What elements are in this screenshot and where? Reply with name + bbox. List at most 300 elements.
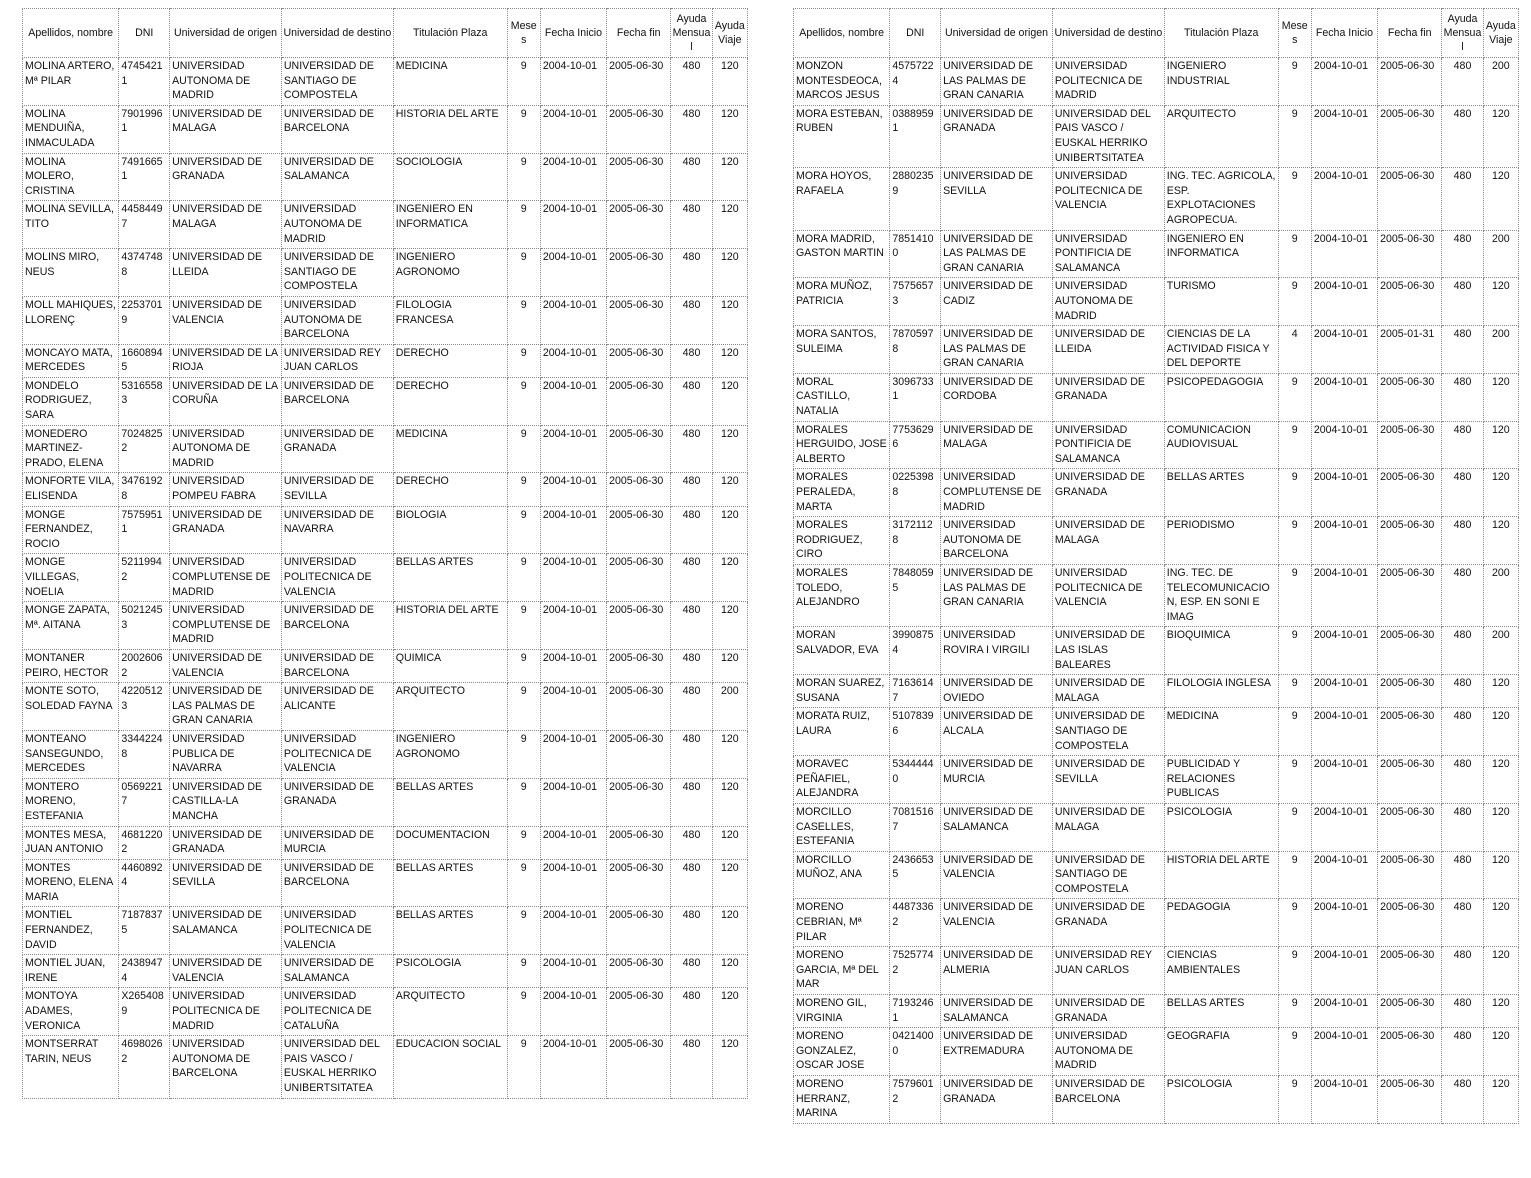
table-row	[794, 58, 1519, 106]
cell-apellidos-nombre: MOLINA ARTERO, Mª PILAR	[23, 58, 119, 106]
cell-meses: 9	[507, 105, 540, 153]
cell-dni: 75796012	[890, 1076, 941, 1124]
cell-meses: 9	[507, 153, 540, 201]
header-titulacion-plaza: Titulación Plaza	[393, 9, 507, 58]
cell-dni: 16608945	[119, 344, 170, 377]
cell-fecha-fin: 2005-06-30	[1378, 1076, 1442, 1124]
cell-meses: 9	[1278, 105, 1311, 167]
cell-ayuda-mensual: 480	[1442, 708, 1483, 756]
cell-fecha-inicio: 2004-10-01	[1311, 326, 1377, 374]
cell-titulacion-plaza: MEDICINA	[393, 425, 507, 473]
cell-fecha-fin: 2005-06-30	[1378, 675, 1442, 708]
cell-titulacion-plaza: BELLAS ARTES	[393, 859, 507, 907]
cell-dni: 79019961	[119, 105, 170, 153]
table-row	[794, 421, 1519, 469]
cell-universidad-origen: UNIVERSIDAD DE MURCIA	[941, 756, 1053, 804]
cell-fecha-inicio: 2004-10-01	[540, 859, 606, 907]
cell-titulacion-plaza: BELLAS ARTES	[393, 554, 507, 602]
cell-universidad-destino: UNIVERSIDAD REY JUAN CARLOS	[1052, 947, 1164, 995]
cell-universidad-origen: UNIVERSIDAD DE GRANADA	[170, 826, 282, 859]
cell-ayuda-viaje: 200	[1483, 58, 1518, 106]
cell-universidad-origen: UNIVERSIDAD DE VALENCIA	[941, 851, 1053, 899]
cell-dni: 47454211	[119, 58, 170, 106]
table-row	[23, 249, 748, 297]
cell-ayuda-mensual: 480	[1442, 1076, 1483, 1124]
cell-ayuda-mensual: 480	[671, 778, 712, 826]
cell-universidad-origen: UNIVERSIDAD DE LLEIDA	[170, 249, 282, 297]
cell-universidad-destino: UNIVERSIDAD DE MALAGA	[1052, 675, 1164, 708]
cell-ayuda-mensual: 480	[1442, 756, 1483, 804]
cell-fecha-inicio: 2004-10-01	[540, 826, 606, 859]
cell-fecha-inicio: 2004-10-01	[1311, 947, 1377, 995]
cell-fecha-fin: 2005-06-30	[1378, 1028, 1442, 1076]
cell-apellidos-nombre: MORAVEC PEÑAFIEL, ALEJANDRA	[794, 756, 890, 804]
cell-dni: 78514100	[890, 230, 941, 278]
cell-titulacion-plaza: PSICOLOGIA	[1164, 803, 1278, 851]
cell-fecha-fin: 2005-06-30	[1378, 105, 1442, 167]
cell-ayuda-viaje: 200	[1483, 326, 1518, 374]
cell-fecha-fin: 2005-06-30	[607, 249, 671, 297]
cell-meses: 9	[507, 649, 540, 682]
cell-fecha-inicio: 2004-10-01	[1311, 851, 1377, 899]
header-apellidos-nombre: Apellidos, nombre	[794, 9, 890, 58]
cell-fecha-fin: 2005-01-31	[1378, 326, 1442, 374]
cell-universidad-destino: UNIVERSIDAD DEL PAIS VASCO / EUSKAL HERRIKO UNIBERTSITATEA	[281, 1036, 393, 1098]
table-row	[23, 859, 748, 907]
cell-apellidos-nombre: MONTES MORENO, ELENA MARIA	[23, 859, 119, 907]
cell-ayuda-mensual: 480	[1442, 278, 1483, 326]
cell-fecha-inicio: 2004-10-01	[540, 778, 606, 826]
cell-titulacion-plaza: COMUNICACION AUDIOVISUAL	[1164, 421, 1278, 469]
cell-ayuda-mensual: 480	[1442, 995, 1483, 1028]
cell-universidad-destino: UNIVERSIDAD POLITECNICA DE VALENCIA	[281, 730, 393, 778]
table-row	[794, 947, 1519, 995]
cell-fecha-fin: 2005-06-30	[607, 153, 671, 201]
header-ayuda-viaje: Ayuda Viaje	[1483, 9, 1518, 58]
cell-ayuda-viaje: 120	[712, 377, 747, 425]
cell-fecha-inicio: 2004-10-01	[1311, 708, 1377, 756]
cell-meses: 9	[1278, 627, 1311, 675]
cell-titulacion-plaza: INGENIERO EN INFORMATICA	[393, 201, 507, 249]
cell-dni: 71878375	[119, 907, 170, 955]
cell-ayuda-viaje: 120	[712, 907, 747, 955]
cell-fecha-inicio: 2004-10-01	[1311, 421, 1377, 469]
cell-fecha-fin: 2005-06-30	[607, 649, 671, 682]
cell-meses: 9	[507, 425, 540, 473]
cell-universidad-origen: UNIVERSIDAD DE LAS PALMAS DE GRAN CANARIA	[170, 683, 282, 731]
cell-ayuda-mensual: 480	[1442, 851, 1483, 899]
cell-fecha-inicio: 2004-10-01	[1311, 675, 1377, 708]
cell-ayuda-viaje: 120	[1483, 708, 1518, 756]
cell-meses: 9	[1278, 421, 1311, 469]
cell-apellidos-nombre: MORA MADRID, GASTON MARTIN	[794, 230, 890, 278]
cell-titulacion-plaza: INGENIERO INDUSTRIAL	[1164, 58, 1278, 106]
cell-universidad-origen: UNIVERSIDAD DE LAS PALMAS DE GRAN CANARIA	[941, 565, 1053, 627]
cell-fecha-inicio: 2004-10-01	[540, 58, 606, 106]
cell-titulacion-plaza: ARQUITECTO	[1164, 105, 1278, 167]
header-titulacion-plaza: Titulación Plaza	[1164, 9, 1278, 58]
cell-fecha-fin: 2005-06-30	[607, 730, 671, 778]
left-table	[22, 8, 748, 1099]
cell-ayuda-viaje: 120	[712, 859, 747, 907]
cell-meses: 9	[1278, 517, 1311, 565]
cell-meses: 9	[1278, 851, 1311, 899]
cell-apellidos-nombre: MONTSERRAT TARIN, NEUS	[23, 1036, 119, 1098]
cell-dni: 77536296	[890, 421, 941, 469]
cell-fecha-fin: 2005-06-30	[607, 296, 671, 344]
table-row	[794, 851, 1519, 899]
cell-ayuda-mensual: 480	[1442, 899, 1483, 947]
cell-ayuda-viaje: 120	[712, 554, 747, 602]
cell-meses: 9	[507, 1036, 540, 1098]
cell-universidad-destino: UNIVERSIDAD DE BARCELONA	[281, 649, 393, 682]
cell-apellidos-nombre: MONTEANO SANSEGUNDO, MERCEDES	[23, 730, 119, 778]
cell-dni: 03889591	[890, 105, 941, 167]
cell-meses: 9	[507, 377, 540, 425]
table-row	[23, 201, 748, 249]
cell-ayuda-mensual: 480	[671, 683, 712, 731]
cell-apellidos-nombre: MONTE SOTO, SOLEDAD FAYNA	[23, 683, 119, 731]
cell-ayuda-mensual: 480	[671, 473, 712, 506]
cell-meses: 9	[1278, 803, 1311, 851]
cell-meses: 9	[1278, 675, 1311, 708]
cell-meses: 9	[1278, 565, 1311, 627]
cell-universidad-destino: UNIVERSIDAD DE SANTIAGO DE COMPOSTELA	[281, 58, 393, 106]
cell-ayuda-viaje: 200	[1483, 627, 1518, 675]
cell-universidad-destino: UNIVERSIDAD DE SEVILLA	[1052, 756, 1164, 804]
cell-universidad-destino: UNIVERSIDAD POLITECNICA DE VALENCIA	[281, 907, 393, 955]
cell-apellidos-nombre: MONTES MESA, JUAN ANTONIO	[23, 826, 119, 859]
cell-fecha-fin: 2005-06-30	[1378, 373, 1442, 421]
cell-fecha-fin: 2005-06-30	[607, 602, 671, 650]
cell-universidad-destino: UNIVERSIDAD DE BARCELONA	[1052, 1076, 1164, 1124]
cell-universidad-origen: UNIVERSIDAD DE CASTILLA-LA MANCHA	[170, 778, 282, 826]
cell-apellidos-nombre: MONFORTE VILA, ELISENDA	[23, 473, 119, 506]
table-row	[794, 168, 1519, 230]
cell-fecha-fin: 2005-06-30	[607, 955, 671, 988]
cell-titulacion-plaza: PSICOPEDAGOGIA	[1164, 373, 1278, 421]
table-row	[23, 649, 748, 682]
cell-dni: 70815167	[890, 803, 941, 851]
cell-fecha-inicio: 2004-10-01	[540, 955, 606, 988]
cell-apellidos-nombre: MORAN SALVADOR, EVA	[794, 627, 890, 675]
cell-titulacion-plaza: MEDICINA	[1164, 708, 1278, 756]
cell-apellidos-nombre: MOLINS MIRO, NEUS	[23, 249, 119, 297]
cell-ayuda-mensual: 480	[671, 649, 712, 682]
table-row	[794, 1028, 1519, 1076]
cell-ayuda-viaje: 120	[712, 602, 747, 650]
cell-universidad-destino: UNIVERSIDAD DE SANTIAGO DE COMPOSTELA	[281, 249, 393, 297]
cell-meses: 9	[1278, 58, 1311, 106]
cell-meses: 9	[507, 955, 540, 988]
cell-apellidos-nombre: MONGE FERNANDEZ, ROCIO	[23, 506, 119, 554]
cell-dni: 44584497	[119, 201, 170, 249]
cell-fecha-inicio: 2004-10-01	[1311, 373, 1377, 421]
header-dni: DNI	[119, 9, 170, 58]
cell-meses: 9	[507, 473, 540, 506]
cell-fecha-fin: 2005-06-30	[1378, 708, 1442, 756]
cell-fecha-inicio: 2004-10-01	[1311, 756, 1377, 804]
cell-ayuda-viaje: 200	[1483, 565, 1518, 627]
cell-dni: 04214000	[890, 1028, 941, 1076]
cell-titulacion-plaza: DERECHO	[393, 377, 507, 425]
cell-meses: 9	[1278, 1028, 1311, 1076]
cell-ayuda-viaje: 120	[712, 778, 747, 826]
cell-fecha-inicio: 2004-10-01	[1311, 230, 1377, 278]
cell-universidad-origen: UNIVERSIDAD DE LAS PALMAS DE GRAN CANARIA	[941, 58, 1053, 106]
cell-titulacion-plaza: BIOQUIMICA	[1164, 627, 1278, 675]
cell-titulacion-plaza: MEDICINA	[393, 58, 507, 106]
cell-dni: 34761928	[119, 473, 170, 506]
cell-fecha-inicio: 2004-10-01	[1311, 627, 1377, 675]
cell-titulacion-plaza: ARQUITECTO	[393, 988, 507, 1036]
cell-titulacion-plaza: INGENIERO AGRONOMO	[393, 249, 507, 297]
table-row	[794, 899, 1519, 947]
cell-dni: 39908754	[890, 627, 941, 675]
cell-ayuda-mensual: 480	[671, 826, 712, 859]
cell-fecha-fin: 2005-06-30	[607, 473, 671, 506]
header-universidad-origen: Universidad de origen	[941, 9, 1053, 58]
cell-universidad-destino: UNIVERSIDAD DE MURCIA	[281, 826, 393, 859]
cell-meses: 9	[507, 988, 540, 1036]
cell-fecha-inicio: 2004-10-01	[540, 249, 606, 297]
cell-ayuda-viaje: 120	[1483, 105, 1518, 167]
table-row	[794, 230, 1519, 278]
cell-ayuda-viaje: 120	[1483, 469, 1518, 517]
cell-universidad-destino: UNIVERSIDAD DE SALAMANCA	[281, 955, 393, 988]
cell-meses: 9	[1278, 899, 1311, 947]
cell-meses: 9	[507, 602, 540, 650]
table-row	[794, 278, 1519, 326]
right-page	[793, 8, 1519, 1124]
cell-universidad-destino: UNIVERSIDAD DE GRANADA	[281, 778, 393, 826]
cell-ayuda-mensual: 480	[671, 907, 712, 955]
header-row	[794, 9, 1519, 58]
table-row	[794, 803, 1519, 851]
cell-fecha-inicio: 2004-10-01	[1311, 1076, 1377, 1124]
header-universidad-destino: Universidad de destino	[1052, 9, 1164, 58]
cell-titulacion-plaza: PERIODISMO	[1164, 517, 1278, 565]
cell-fecha-inicio: 2004-10-01	[540, 683, 606, 731]
cell-universidad-destino: UNIVERSIDAD DE GRANADA	[1052, 469, 1164, 517]
cell-universidad-destino: UNIVERSIDAD DE GRANADA	[1052, 373, 1164, 421]
cell-fecha-inicio: 2004-10-01	[1311, 469, 1377, 517]
cell-fecha-fin: 2005-06-30	[607, 201, 671, 249]
cell-fecha-fin: 2005-06-30	[1378, 803, 1442, 851]
cell-universidad-destino: UNIVERSIDAD AUTONOMA DE MADRID	[281, 201, 393, 249]
cell-universidad-origen: UNIVERSIDAD DE LAS PALMAS DE GRAN CANARIA	[941, 326, 1053, 374]
cell-ayuda-viaje: 120	[712, 201, 747, 249]
table-row	[794, 627, 1519, 675]
table-row	[794, 326, 1519, 374]
cell-meses: 9	[507, 344, 540, 377]
cell-fecha-inicio: 2004-10-01	[540, 296, 606, 344]
cell-universidad-origen: UNIVERSIDAD DE SEVILLA	[170, 859, 282, 907]
cell-universidad-origen: UNIVERSIDAD DE MALAGA	[170, 105, 282, 153]
cell-universidad-destino: UNIVERSIDAD DE GRANADA	[281, 425, 393, 473]
cell-meses: 9	[1278, 230, 1311, 278]
cell-ayuda-mensual: 480	[671, 859, 712, 907]
cell-universidad-origen: UNIVERSIDAD AUTONOMA DE BARCELONA	[170, 1036, 282, 1098]
cell-fecha-inicio: 2004-10-01	[540, 473, 606, 506]
cell-fecha-fin: 2005-06-30	[1378, 756, 1442, 804]
cell-fecha-inicio: 2004-10-01	[1311, 58, 1377, 106]
cell-dni: 43747488	[119, 249, 170, 297]
cell-universidad-destino: UNIVERSIDAD REY JUAN CARLOS	[281, 344, 393, 377]
table-row	[794, 565, 1519, 627]
cell-ayuda-viaje: 120	[712, 58, 747, 106]
cell-universidad-destino: UNIVERSIDAD AUTONOMA DE BARCELONA	[281, 296, 393, 344]
cell-apellidos-nombre: MORAL CASTILLO, NATALIA	[794, 373, 890, 421]
cell-fecha-inicio: 2004-10-01	[540, 907, 606, 955]
table-row	[23, 907, 748, 955]
header-apellidos-nombre: Apellidos, nombre	[23, 9, 119, 58]
cell-ayuda-viaje: 120	[1483, 947, 1518, 995]
cell-fecha-fin: 2005-06-30	[607, 907, 671, 955]
cell-universidad-origen: UNIVERSIDAD DE SALAMANCA	[170, 907, 282, 955]
cell-universidad-destino: UNIVERSIDAD AUTONOMA DE MADRID	[1052, 1028, 1164, 1076]
cell-ayuda-viaje: 120	[712, 105, 747, 153]
table-row	[23, 988, 748, 1036]
table-row	[23, 778, 748, 826]
cell-fecha-fin: 2005-06-30	[607, 425, 671, 473]
cell-titulacion-plaza: ING. TEC. DE TELECOMUNICACION, ESP. EN SONI E IMAG	[1164, 565, 1278, 627]
cell-apellidos-nombre: MONEDERO MARTINEZ-PRADO, ELENA	[23, 425, 119, 473]
table-row	[23, 506, 748, 554]
cell-dni: 33442248	[119, 730, 170, 778]
cell-ayuda-viaje: 120	[1483, 1028, 1518, 1076]
cell-apellidos-nombre: MOLINA SEVILLA, TITO	[23, 201, 119, 249]
table-row	[23, 425, 748, 473]
cell-ayuda-viaje: 200	[712, 683, 747, 731]
cell-ayuda-viaje: 120	[712, 988, 747, 1036]
cell-universidad-origen: UNIVERSIDAD AUTONOMA DE BARCELONA	[941, 517, 1053, 565]
cell-ayuda-viaje: 120	[712, 955, 747, 988]
cell-ayuda-mensual: 480	[671, 425, 712, 473]
cell-titulacion-plaza: SOCIOLOGIA	[393, 153, 507, 201]
header-fecha-inicio: Fecha Inicio	[1311, 9, 1377, 58]
cell-universidad-origen: UNIVERSIDAD DE ALMERIA	[941, 947, 1053, 995]
cell-titulacion-plaza: BELLAS ARTES	[1164, 995, 1278, 1028]
cell-apellidos-nombre: MONTIEL FERNANDEZ, DAVID	[23, 907, 119, 955]
cell-universidad-destino: UNIVERSIDAD DE BARCELONA	[281, 602, 393, 650]
cell-apellidos-nombre: MONGE ZAPATA, Mª. AITANA	[23, 602, 119, 650]
cell-ayuda-mensual: 480	[1442, 421, 1483, 469]
cell-apellidos-nombre: MONTERO MORENO, ESTEFANIA	[23, 778, 119, 826]
cell-dni: 05692217	[119, 778, 170, 826]
cell-titulacion-plaza: INGENIERO AGRONOMO	[393, 730, 507, 778]
cell-ayuda-viaje: 120	[1483, 899, 1518, 947]
cell-universidad-destino: UNIVERSIDAD DE BARCELONA	[281, 859, 393, 907]
cell-universidad-origen: UNIVERSIDAD DE GRANADA	[941, 1076, 1053, 1124]
cell-ayuda-mensual: 480	[1442, 517, 1483, 565]
cell-dni: 51078396	[890, 708, 941, 756]
cell-universidad-destino: UNIVERSIDAD PONTIFICIA DE SALAMANCA	[1052, 230, 1164, 278]
cell-ayuda-viaje: 120	[1483, 373, 1518, 421]
cell-titulacion-plaza: CIENCIAS DE LA ACTIVIDAD FISICA Y DEL DEPORTE	[1164, 326, 1278, 374]
cell-meses: 9	[507, 907, 540, 955]
cell-apellidos-nombre: MONGE VILLEGAS, NOELIA	[23, 554, 119, 602]
cell-universidad-origen: UNIVERSIDAD DE SALAMANCA	[941, 995, 1053, 1028]
cell-dni: 53444440	[890, 756, 941, 804]
cell-titulacion-plaza: FILOLOGIA INGLESA	[1164, 675, 1278, 708]
cell-ayuda-mensual: 480	[1442, 168, 1483, 230]
cell-meses: 9	[1278, 708, 1311, 756]
cell-ayuda-viaje: 120	[712, 649, 747, 682]
cell-titulacion-plaza: FILOLOGIA FRANCESA	[393, 296, 507, 344]
table-row	[794, 469, 1519, 517]
cell-meses: 9	[507, 826, 540, 859]
cell-dni: 46812202	[119, 826, 170, 859]
cell-meses: 9	[1278, 168, 1311, 230]
cell-ayuda-mensual: 480	[1442, 947, 1483, 995]
cell-ayuda-viaje: 120	[712, 296, 747, 344]
cell-ayuda-mensual: 480	[671, 344, 712, 377]
cell-titulacion-plaza: QUIMICA	[393, 649, 507, 682]
cell-dni: 45757224	[890, 58, 941, 106]
cell-universidad-destino: UNIVERSIDAD DE SANTIAGO DE COMPOSTELA	[1052, 851, 1164, 899]
cell-fecha-fin: 2005-06-30	[607, 554, 671, 602]
cell-universidad-origen: UNIVERSIDAD DE SEVILLA	[941, 168, 1053, 230]
table-row	[23, 105, 748, 153]
cell-meses: 9	[1278, 756, 1311, 804]
cell-meses: 9	[1278, 469, 1311, 517]
cell-fecha-inicio: 2004-10-01	[540, 506, 606, 554]
cell-universidad-origen: UNIVERSIDAD COMPLUTENSE DE MADRID	[170, 602, 282, 650]
cell-titulacion-plaza: DERECHO	[393, 344, 507, 377]
cell-ayuda-viaje: 120	[712, 249, 747, 297]
header-dni: DNI	[890, 9, 941, 58]
cell-ayuda-mensual: 480	[1442, 627, 1483, 675]
table-row	[794, 708, 1519, 756]
cell-ayuda-viaje: 120	[1483, 675, 1518, 708]
cell-titulacion-plaza: ARQUITECTO	[393, 683, 507, 731]
cell-dni: 30967331	[890, 373, 941, 421]
table-row	[23, 296, 748, 344]
cell-dni: 52119942	[119, 554, 170, 602]
cell-dni: 42205123	[119, 683, 170, 731]
cell-dni: 02253988	[890, 469, 941, 517]
cell-dni: 28802359	[890, 168, 941, 230]
cell-ayuda-mensual: 480	[671, 554, 712, 602]
cell-apellidos-nombre: MORALES HERGUIDO, JOSE ALBERTO	[794, 421, 890, 469]
cell-universidad-origen: UNIVERSIDAD POLITECNICA DE MADRID	[170, 988, 282, 1036]
header-meses: Meses	[507, 9, 540, 58]
cell-dni: 44608924	[119, 859, 170, 907]
cell-ayuda-mensual: 480	[671, 58, 712, 106]
table-row	[794, 373, 1519, 421]
cell-apellidos-nombre: MOLINA MENDUIÑA, INMACULADA	[23, 105, 119, 153]
header-ayuda-mensual: Ayuda Mensual	[671, 9, 712, 58]
cell-ayuda-mensual: 480	[671, 1036, 712, 1098]
cell-universidad-destino: UNIVERSIDAD AUTONOMA DE MADRID	[1052, 278, 1164, 326]
cell-ayuda-mensual: 480	[1442, 469, 1483, 517]
cell-universidad-destino: UNIVERSIDAD DE MALAGA	[1052, 803, 1164, 851]
cell-titulacion-plaza: PUBLICIDAD Y RELACIONES PUBLICAS	[1164, 756, 1278, 804]
cell-titulacion-plaza: BELLAS ARTES	[393, 778, 507, 826]
cell-universidad-origen: UNIVERSIDAD DE SALAMANCA	[941, 803, 1053, 851]
header-fecha-fin: Fecha fin	[1378, 9, 1442, 58]
table-row	[23, 58, 748, 106]
header-ayuda-viaje: Ayuda Viaje	[712, 9, 747, 58]
cell-universidad-destino: UNIVERSIDAD DE SANTIAGO DE COMPOSTELA	[1052, 708, 1164, 756]
cell-ayuda-mensual: 480	[671, 153, 712, 201]
cell-meses: 9	[1278, 1076, 1311, 1124]
cell-fecha-fin: 2005-06-30	[1378, 851, 1442, 899]
cell-meses: 9	[1278, 373, 1311, 421]
cell-ayuda-mensual: 480	[671, 506, 712, 554]
cell-universidad-origen: UNIVERSIDAD COMPLUTENSE DE MADRID	[941, 469, 1053, 517]
